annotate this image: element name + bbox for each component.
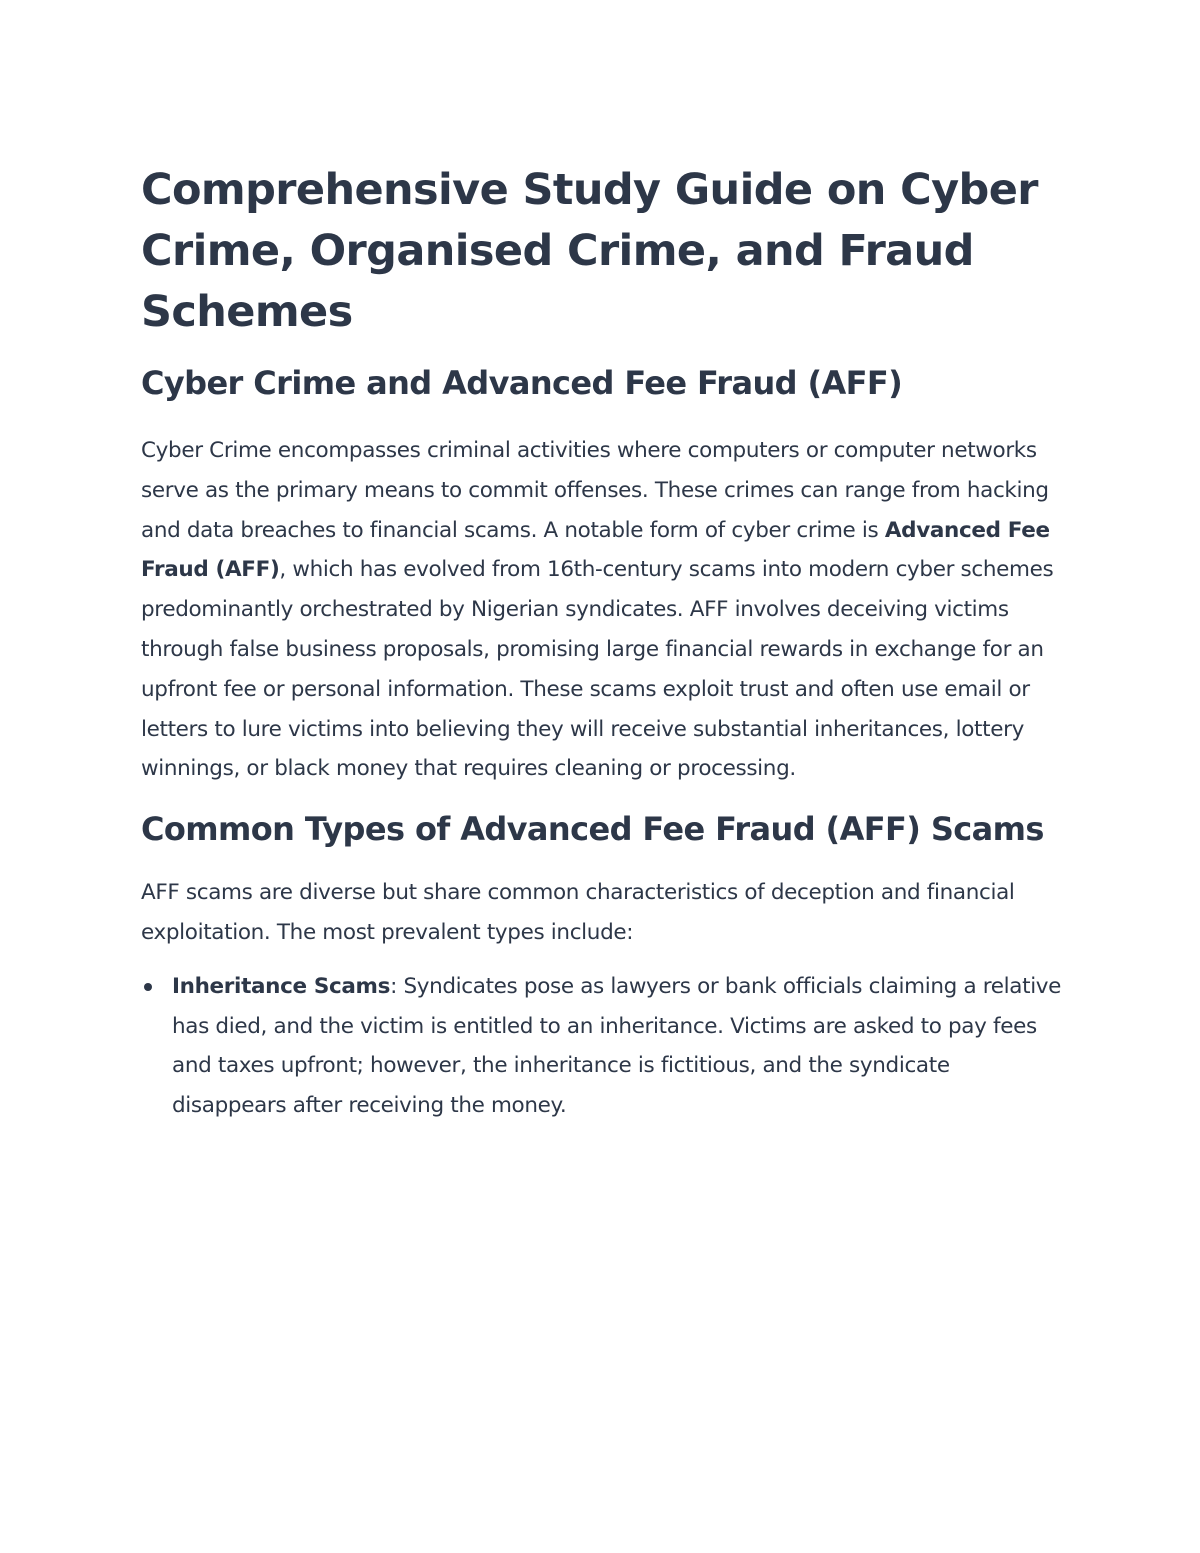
paragraph-text: Cyber Crime encompasses criminal activities where computers or computer networks serve as the primary means to commit offenses. These crimes can range from hacking and data breaches to financial scams. A notable form of cyber crime is bbox=[141, 438, 1049, 543]
section-paragraph-aff-types: AFF scams are diverse but share common characteristics of deception and financial exploitation. The most prevalent types include: bbox=[141, 880, 1015, 945]
bullet-text: : Syndicates pose as lawyers or bank officials claiming a relative has died, and the victim is entitled to an inheritance. Victims are asked to pay fees and taxes upfront; however, the inheritance is fictitious, and the syndicate disappears after receiving the money. bbox=[172, 973, 1062, 1119]
bullet-term: Inheritance Scams bbox=[172, 973, 391, 999]
document-page bbox=[141, 160, 1066, 1126]
list-item bbox=[141, 967, 1066, 1126]
section-paragraph-cyber-crime bbox=[141, 431, 1066, 789]
bullet-list bbox=[141, 967, 1066, 1126]
bullet-icon bbox=[144, 983, 152, 991]
paragraph-text: , which has evolved from 16th-century scams into modern cyber schemes predominantly orchestrated by Nigerian syndicates. AFF involves deceiving victims through false business proposals, promising large financial rewards in exchange for an upfront fee or personal information. These scams exploit trust and often use email or letters to lure victims into believing they will receive substantial inheritances, lottery winnings, or black money that requires cleaning or processing. bbox=[141, 557, 1054, 782]
section-heading-cyber-crime: Cyber Crime and Advanced Fee Fraud (AFF) bbox=[141, 364, 903, 402]
section-heading-aff-types: Common Types of Advanced Fee Fraud (AFF) Scams bbox=[141, 810, 1044, 849]
paragraph-bold-term: Advanced Fee Fraud (AFF) bbox=[141, 517, 1050, 583]
document-title: Comprehensive Study Guide on Cyber Crime, Organised Crime, and Fraud Schemes bbox=[141, 165, 1038, 337]
